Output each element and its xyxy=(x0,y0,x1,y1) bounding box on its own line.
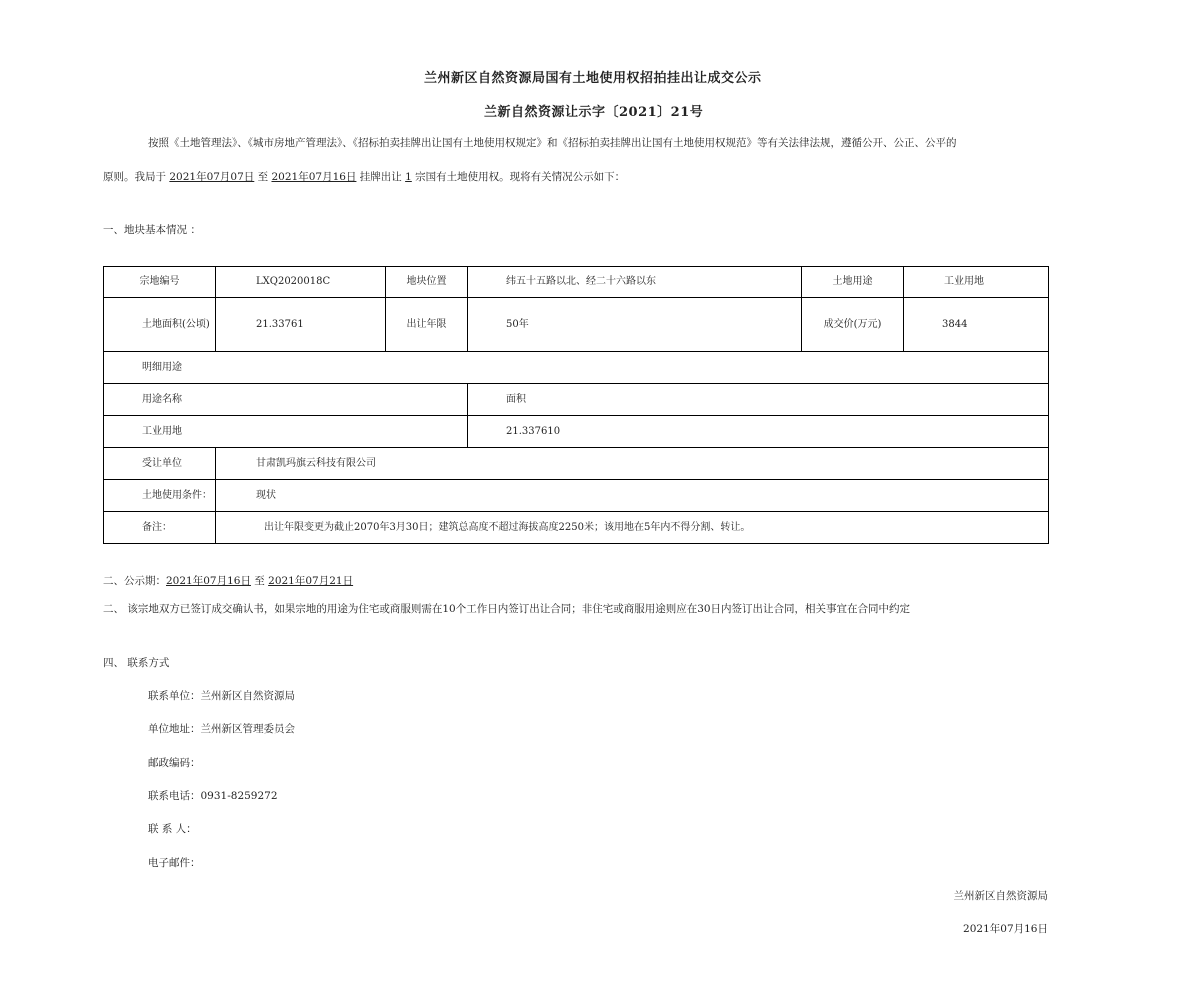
parcel-count: 1 xyxy=(405,171,412,183)
location-value: 纬五十五路以北、经二十六路以东 xyxy=(468,267,802,298)
use-name-label: 用途名称 xyxy=(104,384,468,416)
condition-label: 土地使用条件： xyxy=(104,480,216,512)
use-name-value: 工业用地 xyxy=(104,416,468,448)
publicity-to: 至 xyxy=(254,575,265,587)
table-row xyxy=(104,448,1049,480)
intro-listing: 挂牌出让 xyxy=(359,171,402,183)
area-value: 21.33761 xyxy=(216,298,386,352)
term-label: 出让年限 xyxy=(386,298,468,352)
table-row xyxy=(104,352,1049,384)
intro-suffix: 宗国有土地使用权。现将有关情况公示如下： xyxy=(415,171,626,183)
contract-notice: 二、 该宗地双方已签订成交确认书，如果宗地的用途为住宅或商服则需在10个工作日内签订出让合同；非住宅或商服用途则应在30日内签订出让合同，相关事宜在合同中约定 xyxy=(103,603,911,615)
location-label: 地块位置 xyxy=(386,267,468,298)
usage-value: 工业用地 xyxy=(904,267,1049,298)
area-label: 土地面积(公顷) xyxy=(104,298,216,352)
price-value: 3844 xyxy=(904,298,1049,352)
contact-postcode: 邮政编码： xyxy=(148,757,201,769)
listing-end-date: 2021年07月16日 xyxy=(271,171,357,183)
table-row xyxy=(104,384,1049,416)
table-row xyxy=(104,480,1049,512)
listing-start-date: 2021年07月07日 xyxy=(169,171,255,183)
publicity-period xyxy=(103,573,353,588)
detail-use-label: 明细用途 xyxy=(104,352,1049,384)
contact-address: 单位地址：兰州新区管理委员会 xyxy=(148,723,295,735)
parcel-no-value: LXQ2020018C xyxy=(216,267,386,298)
table-row xyxy=(104,298,1049,352)
table-row xyxy=(104,512,1049,544)
table-row xyxy=(104,267,1049,298)
intro-to: 至 xyxy=(257,171,269,183)
price-label: 成交价(万元) xyxy=(802,298,904,352)
usage-label: 土地用途 xyxy=(802,267,904,298)
document-number: 兰新自然资源让示字〔2021〕21号 xyxy=(484,105,704,120)
condition-value: 现状 xyxy=(216,480,1049,512)
grantee-value: 甘肃凯玛旗云科技有限公司 xyxy=(216,448,1049,480)
table-row xyxy=(104,416,1049,448)
use-area-label: 面积 xyxy=(468,384,1049,416)
section-4-heading: 四、 联系方式 xyxy=(103,657,170,669)
publicity-end-date: 2021年07月21日 xyxy=(268,575,354,587)
remark-label: 备注： xyxy=(104,512,216,544)
footer-org: 兰州新区自然资源局 xyxy=(953,890,1048,902)
remark-value: 出让年限变更为截止2070年3月30日；建筑总高度不超过海拔高度2250米；该用地在5年内不得分割、转让。 xyxy=(216,512,1049,544)
land-info-table xyxy=(103,266,1049,544)
intro-prefix: 原则。我局于 xyxy=(103,171,166,183)
term-value: 50年 xyxy=(468,298,802,352)
contact-person: 联 系 人： xyxy=(148,823,197,835)
publicity-start-date: 2021年07月16日 xyxy=(166,575,251,587)
announcement-title: 兰州新区自然资源局国有土地使用权招拍挂出让成交公示 xyxy=(424,71,762,86)
contact-email: 电子邮件： xyxy=(148,857,201,869)
section-1-heading: 一、地块基本情况 ： xyxy=(103,224,201,236)
contact-unit: 联系单位：兰州新区自然资源局 xyxy=(148,690,295,702)
intro-line-1: 按照《土地管理法》、《城市房地产管理法》、《招标拍卖挂牌出让国有土地使用权规定》和《招标拍卖挂牌出让国有土地使用权规范》等有关法律法规，遵循公开、公正、公平的 xyxy=(148,137,957,149)
footer-date: 2021年07月16日 xyxy=(963,923,1048,935)
use-area-value: 21.337610 xyxy=(468,416,1049,448)
grantee-label: 受让单位 xyxy=(104,448,216,480)
publicity-label: 二、公示期： xyxy=(103,575,166,587)
parcel-no-label: 宗地编号 xyxy=(104,267,216,298)
intro-line-2 xyxy=(103,169,625,184)
contact-phone: 联系电话：0931-8259272 xyxy=(148,790,278,802)
